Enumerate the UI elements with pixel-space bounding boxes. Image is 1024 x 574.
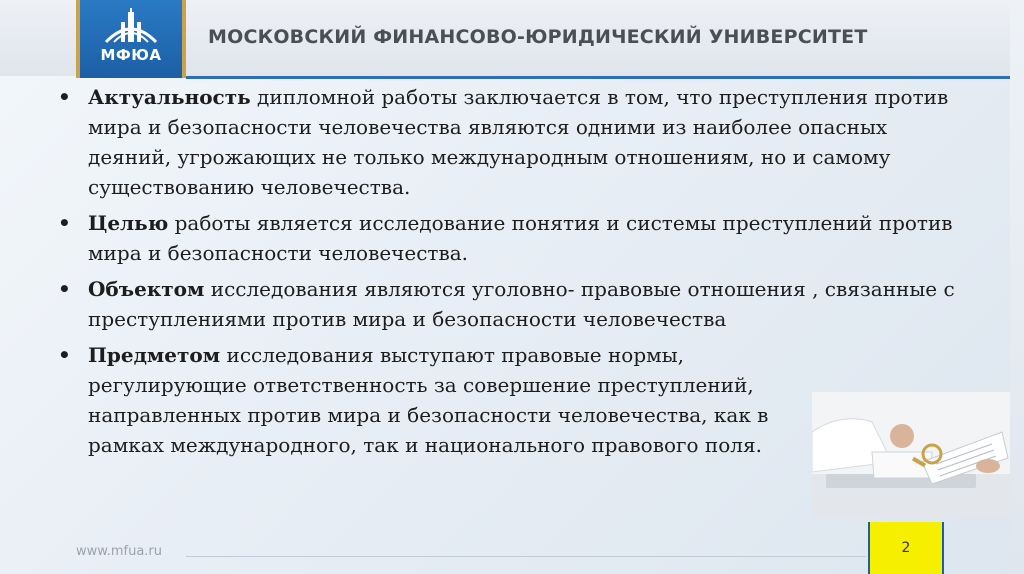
bullet-subject: [58, 340, 808, 460]
logo[interactable]: [76, 0, 186, 78]
university-title: МОСКОВСКИЙ ФИНАНСОВО-ЮРИДИЧЕСКИЙ УНИВЕРСИТЕТ: [208, 26, 868, 48]
person-reading-document-photo: [812, 392, 1010, 518]
right-edge-bar: [1010, 0, 1024, 574]
bullet-text: работы является исследование понятия и системы преступлений против мира и безопасности человечества.: [88, 211, 953, 265]
bullet-heading: Целью: [88, 211, 169, 235]
bullet-marker: •: [58, 211, 71, 235]
page-number-box: [868, 522, 944, 574]
mfua-emblem-icon: [102, 8, 160, 46]
photo-illustration: [812, 392, 1010, 518]
header-divider: [186, 76, 1024, 79]
bullet-marker: •: [58, 277, 71, 301]
logo-text: МФЮА: [100, 46, 162, 64]
footer-divider: [186, 556, 866, 557]
bullet-heading: Объектом: [88, 277, 205, 301]
bullet-text: дипломной работы заключается в том, что преступления против мира и безопасности человечества являются одними из наиболее опасных деяний, угрожающих не только международным отношениям, но и самому существованию человечества.: [88, 85, 949, 199]
footer-url[interactable]: www.mfua.ru: [76, 544, 162, 559]
bullet-heading: Предметом: [88, 343, 221, 367]
bullet-object: [58, 274, 968, 334]
page-number: 2: [901, 540, 911, 556]
bullet-heading: Актуальность: [88, 85, 251, 109]
bullet-text: исследования выступают правовые нормы, регулирующие ответственность за совершение преступлений, направленных против мира и безопасности человечества, как в рамках международного, так и национального правового поля.: [88, 343, 769, 457]
bullet-goal: [58, 208, 968, 268]
bullet-marker: •: [58, 85, 71, 109]
bullet-text: исследования являются уголовно- правовые отношения , связанные с преступлениями против мира и безопасности человечества: [88, 277, 955, 331]
bullet-marker: •: [58, 343, 71, 367]
bullet-relevance: [58, 82, 968, 202]
